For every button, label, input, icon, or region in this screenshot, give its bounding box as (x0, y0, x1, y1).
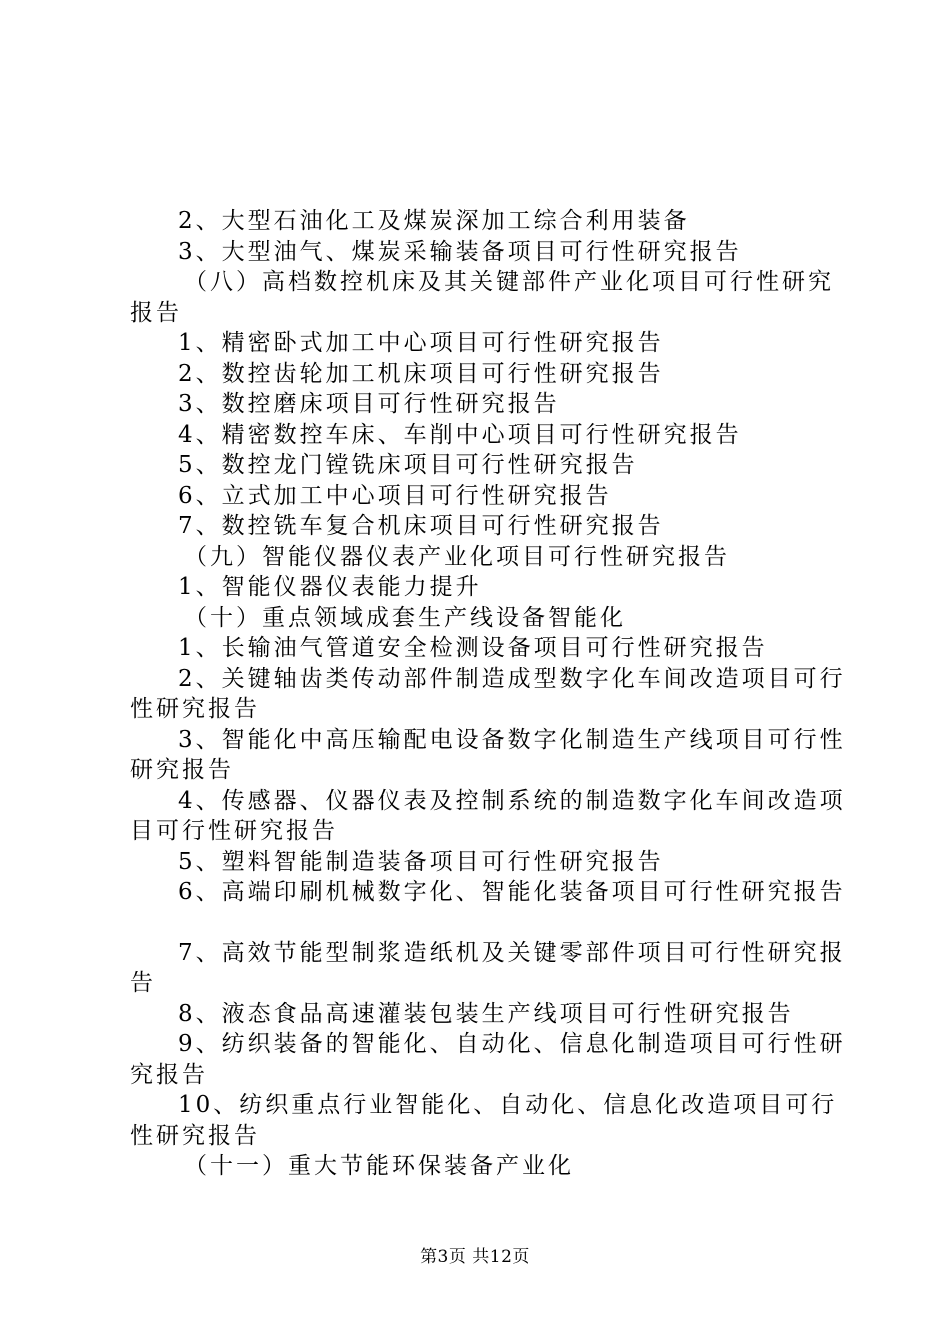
list-item-continuation: 性研究报告 (130, 1122, 260, 1149)
section-heading: （九）智能仪器仪表产业化项目可行性研究报告 (184, 543, 730, 570)
section-heading: （十）重点领域成套生产线设备智能化 (184, 604, 626, 631)
list-item: 9、纺织装备的智能化、自动化、信息化制造项目可行性研 (178, 1031, 846, 1057)
document-body (130, 206, 846, 1182)
list-item: 10、纺织重点行业智能化、自动化、信息化改造项目可行 (178, 1092, 838, 1118)
list-item: 6、立式加工中心项目可行性研究报告 (178, 482, 612, 509)
page-footer: 第3页 共12页 (420, 1247, 530, 1267)
section-heading: （八）高档数控机床及其关键部件产业化项目可行性研究 (184, 269, 834, 295)
list-item: 2、关键轴齿类传动部件制造成型数字化车间改造项目可行 (178, 665, 846, 692)
section-heading: （十一）重大节能环保装备产业化 (184, 1153, 574, 1179)
list-item: 6、高端印刷机械数字化、智能化装备项目可行性研究报告 (178, 879, 846, 905)
list-item: 7、高效节能型制浆造纸机及关键零部件项目可行性研究报 (178, 939, 846, 966)
list-item: 7、数控铣车复合机床项目可行性研究报告 (178, 513, 664, 539)
list-item: 8、液态食品高速灌装包装生产线项目可行性研究报告 (178, 1000, 794, 1027)
list-item: 2、大型石油化工及煤炭深加工综合利用装备 (178, 208, 690, 234)
list-item: 5、塑料智能制造装备项目可行性研究报告 (178, 848, 664, 875)
list-item: 1、精密卧式加工中心项目可行性研究报告 (178, 330, 664, 356)
list-item-continuation: 目可行性研究报告 (130, 818, 338, 844)
list-item: 4、传感器、仪器仪表及控制系统的制造数字化车间改造项 (178, 787, 846, 814)
list-item-continuation: 究报告 (130, 1061, 208, 1088)
list-item: 5、数控龙门镗铣床项目可行性研究报告 (178, 452, 638, 478)
list-item-continuation: 告 (130, 970, 156, 996)
list-item-continuation: 研究报告 (130, 757, 234, 783)
list-item: 4、精密数控车床、车削中心项目可行性研究报告 (178, 421, 742, 448)
list-item-continuation: 性研究报告 (130, 696, 260, 722)
section-heading-continuation: 报告 (130, 299, 182, 326)
list-item: 3、大型油气、煤炭采输装备项目可行性研究报告 (178, 238, 742, 265)
list-item: 2、数控齿轮加工机床项目可行性研究报告 (178, 360, 664, 387)
list-item: 1、智能仪器仪表能力提升 (178, 574, 482, 600)
list-item: 3、智能化中高压输配电设备数字化制造生产线项目可行性 (178, 726, 846, 753)
list-item: 1、长输油气管道安全检测设备项目可行性研究报告 (178, 635, 768, 661)
paragraph-gap (130, 908, 834, 938)
list-item: 3、数控磨床项目可行性研究报告 (178, 391, 560, 417)
